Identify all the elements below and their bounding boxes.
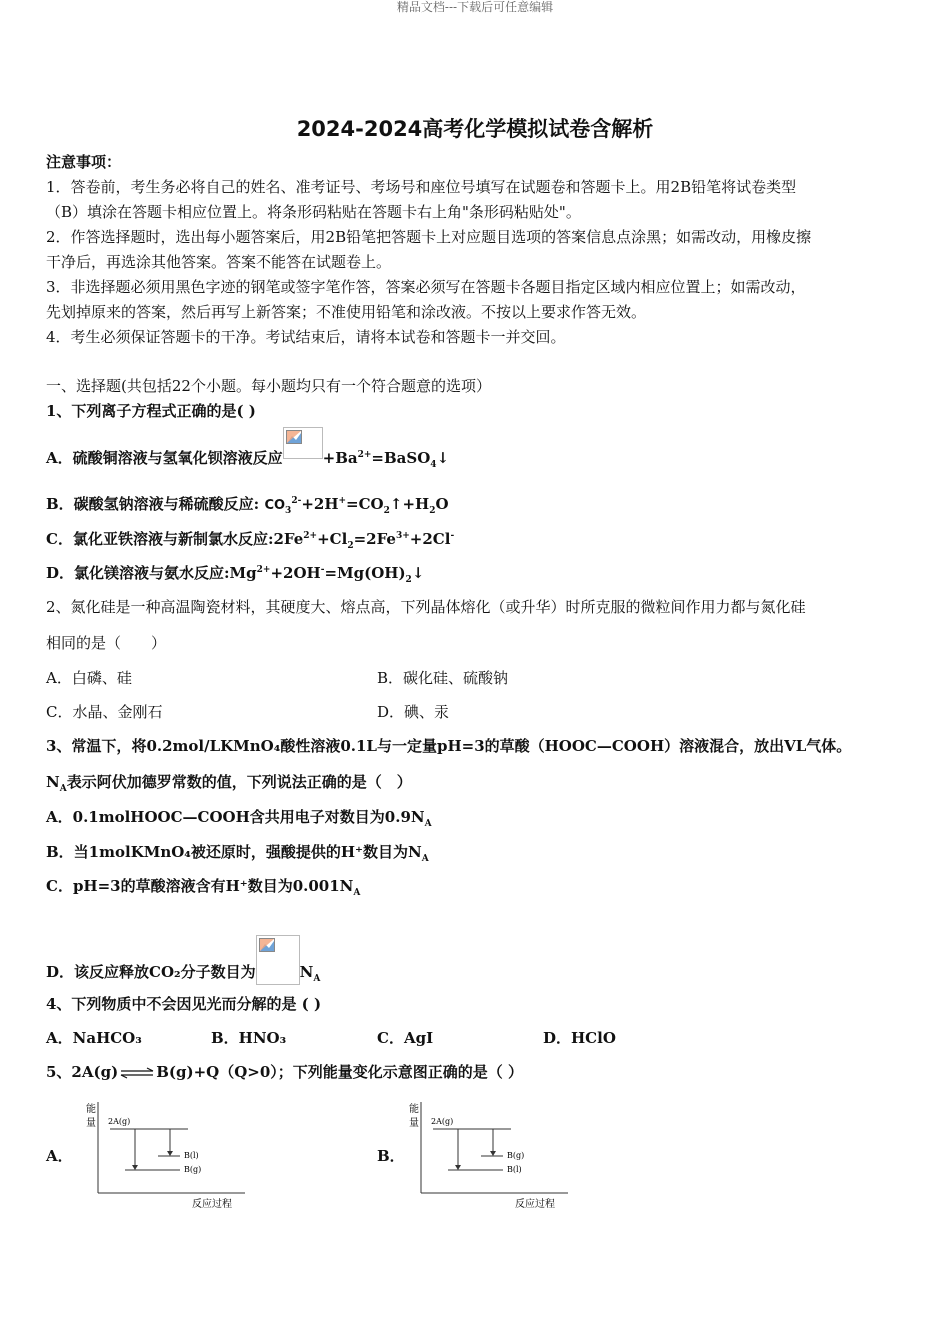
level-label-top: 2A(g) [431,1117,454,1126]
notice-heading: 注意事项： [46,153,122,171]
notice-line: 4．考生必须保证答题卡的干净。考试结束后，请将本试卷和答题卡一并交回。 [46,328,566,346]
q1-option-d: D．氯化镁溶液与氨水反应$:Mg^{2+}+2OH^-=Mg(OH)_2↓$ [46,564,425,585]
q3-option-c: C．pH=3的草酸溶液含有H⁺数目为$0.001N_A$ [46,877,361,898]
x-axis-label: 反应过程 [192,1199,232,1210]
notice-line: 1．答卷前，考生务必将自己的姓名、准考证号、考场号和座位号填写在试题卷和答题卡上。用2B铅笔将试卷类型 [46,178,797,196]
notice-line: 先划掉原来的答案，然后再写上新答案；不准使用铅笔和涂改液。不按以上要求作答无效。 [46,303,647,321]
q4-option-a: A．NaHCO₃ [46,1029,142,1047]
q3-c-text: C．pH=3的草酸溶液含有H⁺数目为0.001N [46,877,354,895]
q3-d-text: D．该反应释放CO₂分子数目为 [46,963,256,981]
q3-d-end: N [299,963,314,981]
q3-b-text: B．当1molKMnO₄被还原时，强酸提供的H⁺数目为N [46,843,422,861]
q2-option-a: A．白磷、硅 [46,669,132,687]
q2-option-c: C．水晶、金刚石 [46,703,163,721]
q2-option-d: D．碘、汞 [377,703,450,721]
y-axis-label: 量 [86,1118,96,1129]
y-axis-label: 量 [409,1118,419,1129]
y-axis-label: 能 [409,1104,419,1115]
q5-energy-diagram-b [403,1098,583,1213]
q1-c-text: C．氯化亚铁溶液与新制氯水反应:2Fe [46,530,304,548]
arrow-head [455,1165,461,1170]
notice-line: （B）填涂在答题卡相应位置上。将条形码粘贴在答题卡右上角"条形码粘贴处"。 [46,203,581,221]
q5-stem-post: B(g)+Q（Q>0）；下列能量变化示意图正确的是（ ） [156,1063,523,1081]
q5-stem-pre: 5、2A(g) [46,1063,119,1081]
q1-a-tail: +Ba [322,449,358,467]
level-label-low: B(g) [184,1165,202,1174]
q4-option-b: B．HNO₃ [211,1029,287,1047]
notice-line: 干净后，再选涂其他答案。答案不能答在试题卷上。 [46,253,392,271]
page-title: 2024-2024高考化学模拟试卷含解析 [296,117,654,141]
q1-d-text: D．氯化镁溶液与氨水反应:Mg [46,564,257,582]
q4-stem: 4、下列物质中不会因见光而分解的是 ( ) [46,995,322,1013]
level-label-top: 2A(g) [108,1117,131,1126]
missing-image-icon [283,427,323,459]
level-label-mid: B(l) [184,1151,199,1160]
q5-energy-diagram-a [80,1098,260,1213]
level-label-mid: B(g) [507,1151,525,1160]
arrow-head [167,1151,173,1156]
q1-a-end: =BaSO [371,449,431,467]
section-heading: 一、选择题(共包括22个小题。每小题均只有一个符合题意的选项） [46,377,491,395]
q1-option-a: A．硫酸铜溶液与氢氧化钡溶液反应 $+Ba^{2+}=BaSO_4↓$ [46,449,449,467]
q4-option-d: D．HClO [543,1029,616,1047]
q3-stem-cont: $N_A$表示阿伏加德罗常数的值，下列说法正确的是（ ） [46,773,412,794]
q3-stem: 3、常温下，将0.2mol/LKMnO₄酸性溶液0.1L与一定量pH=3的草酸（HOOC—COOH）溶液混合，放出VL气体。 [46,737,852,755]
q4-option-c: C．AgI [377,1029,434,1047]
q1-b-text: B．碳酸氢钠溶液与稀硫酸反应: [46,495,265,513]
q2-option-b: B．碳化硅、硫酸钠 [377,669,509,687]
missing-image-icon [256,935,300,985]
q2-stem-cont: 相同的是（ ） [46,634,167,652]
level-label-low: B(l) [507,1165,522,1174]
q3-stem-text: 表示阿伏加德罗常数的值，下列说法正确的是（ ） [66,773,412,791]
q5-stem [46,1063,523,1081]
q1-option-c: C．氯化亚铁溶液与新制氯水反应$:2Fe^{2+}+Cl_2=2Fe^{3+}+2Cl^-$ [46,530,455,551]
q3-option-a: A．0.1molHOOC—COOH含共用电子对数目为$0.9N_A$ [46,808,432,829]
q1-a-text: A．硫酸铜溶液与氢氧化钡溶液反应 [46,449,283,467]
arrow-head [490,1151,496,1156]
x-axis-label: 反应过程 [515,1199,555,1210]
q5-option-b: B． [377,1147,405,1165]
q3-a-text: A．0.1molHOOC—COOH含共用电子对数目为0.9N [46,808,425,826]
page-header: 精品文档---下载后可任意编辑 [396,0,554,14]
y-axis-label: 能 [86,1104,96,1115]
q1-stem: 1、下列离子方程式正确的是( ) [46,402,256,420]
q5-option-a: A． [46,1147,73,1165]
notice-line: 2．作答选择题时，选出每小题答案后，用2B铅笔把答题卡上对应题目选项的答案信息点涂黑；如需改动，用橡皮擦 [46,228,812,246]
equilibrium-arrow-icon [119,1067,155,1079]
notice-line: 3．非选择题必须用黑色字迹的钢笔或签字笔作答，答案必须写在答题卡各题目指定区域内相应位置上；如需改动， [46,278,806,296]
q3-option-d: D．该反应释放CO₂分子数目为 $N_A$ [46,935,320,981]
q2-stem: 2、氮化硅是一种高温陶瓷材料，其硬度大、熔点高，下列晶体熔化（或升华）时所克服的微粒间作用力都与氮化硅 [46,598,806,616]
arrow-head [132,1165,138,1170]
q1-option-b: B．碳酸氢钠溶液与稀硫酸反应: $CO_3^{2-}+2H^+=CO_2↑+H_2O$ [46,495,449,516]
q3-option-b: B．当1molKMnO₄被还原时，强酸提供的H⁺数目为$N_A$ [46,843,429,864]
